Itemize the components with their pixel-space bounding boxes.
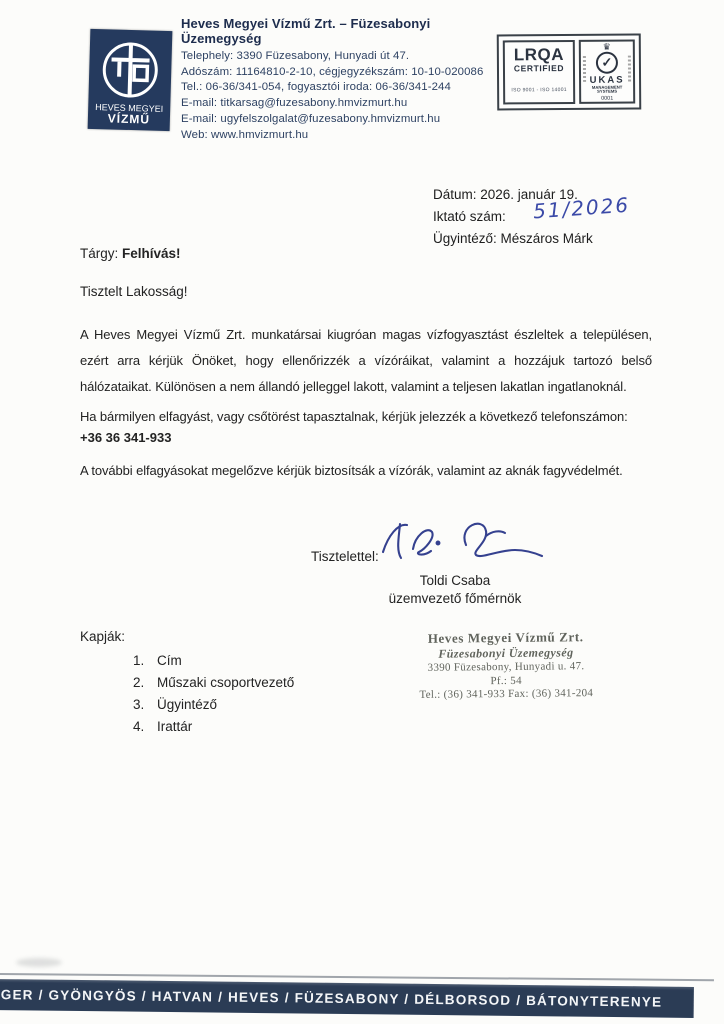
- letterhead-email-1: E-mail: titkarsag@fuzesabony.hmvizmurt.hu: [181, 97, 408, 110]
- handwritten-signature: [378, 512, 548, 575]
- crown-icon: ♛: [602, 41, 611, 52]
- lrqa-certified-label: CERTIFIED: [513, 63, 565, 74]
- list-item-label: Ügyintéző: [157, 697, 218, 712]
- list-item-number: 1.: [133, 653, 145, 668]
- reference-number-label: Iktató szám:: [433, 209, 506, 224]
- ukas-number: 0001: [601, 95, 614, 102]
- stamp-pobox: Pf.: 54: [490, 674, 522, 687]
- lrqa-logo: LRQA: [513, 45, 565, 65]
- list-item-number: 2.: [133, 675, 145, 690]
- iso-standards-label: ISO 9001 - ISO 14001: [511, 87, 567, 94]
- list-item-number: 3.: [133, 697, 145, 712]
- subject-line: [80, 246, 652, 261]
- stamp-branch-name: Füzesabonyi Üzemegység: [438, 645, 574, 661]
- company-rubber-stamp: [399, 629, 614, 703]
- distribution-list: [133, 650, 294, 738]
- list-item-label: Műszaki csoportvezető: [157, 675, 295, 690]
- water-utility-logo-icon: [88, 29, 173, 131]
- list-item: [133, 672, 294, 694]
- list-item: [133, 694, 294, 716]
- letterhead-phone: Tel.: 06-36/341-054, fogyasztói iroda: 06-36/341-244: [181, 81, 451, 94]
- emergency-phone-number: +36 36 341-933: [80, 430, 172, 445]
- checkmark-icon: ✓: [596, 52, 618, 74]
- ukas-sub-label-1: MANAGEMENT: [591, 84, 623, 90]
- ukas-side-mark: [583, 56, 586, 82]
- clerk-line: Ügyintéző: Mészáros Márk: [433, 231, 593, 246]
- letterhead-web: Web: www.hmvizmurt.hu: [181, 128, 309, 141]
- ukas-side-mark: [628, 56, 631, 82]
- signer-title: üzemvezető főmérnök: [388, 591, 522, 606]
- svg-text:HEVES MEGYEI: HEVES MEGYEI: [95, 102, 164, 114]
- stamp-address: 3390 Füzesabony, Hunyadi u. 47.: [427, 660, 585, 674]
- ukas-label: UKAS: [589, 74, 625, 86]
- signer-name: Toldi Csaba: [419, 573, 491, 588]
- subject-label: Tárgy:: [80, 246, 123, 261]
- date-line: Dátum: 2026. január 19.: [433, 187, 578, 202]
- ukas-box: [579, 40, 635, 104]
- certification-stamp: [497, 33, 642, 110]
- paragraph-3: A további elfagyásokat megelőzve kérjük biztosítsák a vízórák, valamint az aknák fagyvédelmét.: [80, 463, 623, 478]
- svg-text:VÍZMŰ: VÍZMŰ: [107, 111, 151, 127]
- letterhead-address: Telephely: 3390 Füzesabony, Hunyadi út 47.: [181, 50, 410, 62]
- footer-region-band: [0, 979, 694, 1018]
- paragraph-1: A Heves Megyei Vízmű Zrt. munkatársai kiugróan magas vízfogyasztást észleltek a településen, ezért arra kérjük Önöket, hogy ellenőrizzék a vízóráikat, valamint a hozzájuk tartozó belső hálózataikat. Különösen a nem állandó jelleggel lakott, valamint a teljesen lakatlan ingatlanoknál.: [80, 327, 652, 394]
- lrqa-box: [503, 40, 575, 105]
- list-item-label: Cím: [157, 653, 182, 668]
- letterhead-text-block: [181, 16, 511, 143]
- ukas-sub-label-2: SYSTEMS: [597, 89, 618, 95]
- stamp-phone-fax: Tel.: (36) 341-933 Fax: (36) 341-204: [419, 687, 594, 701]
- distribution-label: Kapják:: [80, 629, 126, 644]
- list-item-label: Irattár: [157, 719, 193, 734]
- list-item-number: 4.: [133, 719, 145, 734]
- footer-region-list: GER / GYÖNGYÖS / HATVAN / HEVES / FÜZESABONY / DÉLBORSOD / BÁTONYTERENYE: [0, 987, 663, 1010]
- scan-smudge: [16, 958, 62, 967]
- company-logo: [88, 29, 173, 131]
- reference-number-handwritten: 51/2026: [532, 192, 631, 224]
- letter-meta-block: [433, 184, 663, 250]
- letterhead-email-2: E-mail: ugyfelszolgalat@fuzesabony.hmvizmurt.hu: [181, 112, 441, 125]
- subject-value: Felhívás!: [122, 246, 181, 261]
- paragraph-2: Ha bármilyen elfagyást, vagy csőtörést tapasztalnak, kérjük jelezzék a következő telefonszámon:: [80, 409, 628, 424]
- letterhead-taxid: Adószám: 11164810-2-10, cégjegyzékszám: 10-10-020086: [181, 65, 484, 78]
- salutation: Tisztelt Lakosság!: [80, 284, 188, 299]
- list-item: [133, 716, 294, 738]
- closing-salutation: Tisztelettel:: [311, 549, 379, 564]
- stamp-company-name: Heves Megyei Vízmű Zrt.: [427, 629, 584, 646]
- list-item: [133, 650, 294, 672]
- company-title: Heves Megyei Vízmű Zrt. – Füzesabonyi Üzemegység: [181, 16, 431, 46]
